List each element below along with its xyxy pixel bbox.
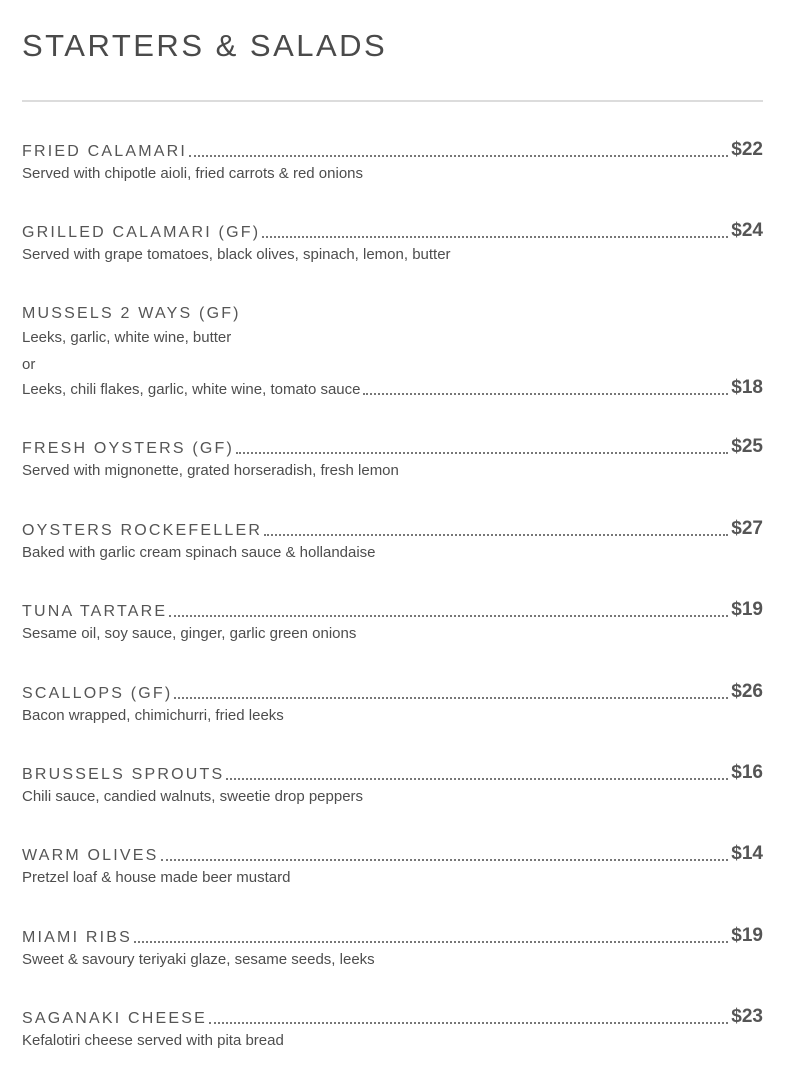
- menu-item-miami-ribs: [22, 924, 763, 971]
- item-name: GRILLED CALAMARI (GF): [22, 224, 261, 241]
- dot-leader: [174, 697, 728, 699]
- item-price: $19: [731, 925, 763, 946]
- item-price: $27: [731, 518, 763, 539]
- menu-item-scallops: [22, 680, 763, 727]
- dot-leader: [363, 393, 729, 395]
- item-name: SAGANAKI CHEESE: [22, 1010, 208, 1027]
- item-name: BRUSSELS SPROUTS: [22, 766, 225, 783]
- menu-item-mussels-2-ways: [22, 300, 763, 400]
- item-description-line: Leeks, chili flakes, garlic, white wine, tomato sauce: [22, 381, 361, 398]
- dot-leader: [189, 155, 728, 157]
- menu-item-saganaki-cheese: [22, 1005, 763, 1052]
- item-description: Served with chipotle aioli, fried carrots & red onions: [22, 165, 364, 182]
- menu-item-grilled-calamari: [22, 219, 763, 266]
- dot-leader: [209, 1022, 728, 1024]
- menu-item-brussels-sprouts: [22, 761, 763, 808]
- item-price: $18: [731, 377, 763, 398]
- item-name: FRESH OYSTERS (GF): [22, 440, 235, 457]
- item-description: Sesame oil, soy sauce, ginger, garlic green onions: [22, 625, 357, 642]
- item-description: Served with mignonette, grated horseradish, fresh lemon: [22, 462, 399, 479]
- menu-item-tuna-tartare: [22, 598, 763, 645]
- item-description: Bacon wrapped, chimichurri, fried leeks: [22, 707, 284, 724]
- item-description-line: Leeks, garlic, white wine, butter: [22, 329, 232, 346]
- item-name: SCALLOPS (GF): [22, 685, 173, 702]
- menu-item-fried-calamari: [22, 138, 763, 185]
- item-description: Sweet & savoury teriyaki glaze, sesame seeds, leeks: [22, 951, 375, 968]
- item-name: MIAMI RIBS: [22, 929, 133, 946]
- item-price: $22: [731, 139, 763, 160]
- item-name: OYSTERS ROCKEFELLER: [22, 522, 263, 539]
- dot-leader: [236, 452, 728, 454]
- item-price: $23: [731, 1006, 763, 1027]
- menu-item-oysters-rockefeller: [22, 517, 763, 564]
- dot-leader: [264, 534, 728, 536]
- menu-item-warm-olives: [22, 842, 763, 889]
- dot-leader: [226, 778, 728, 780]
- section-divider: [22, 100, 763, 102]
- item-description: Kefalotiri cheese served with pita bread: [22, 1032, 284, 1049]
- item-name: WARM OLIVES: [22, 847, 159, 864]
- item-description: Baked with garlic cream spinach sauce & hollandaise: [22, 544, 376, 561]
- item-description: Served with grape tomatoes, black olives, spinach, lemon, butter: [22, 246, 451, 263]
- item-price: $26: [731, 681, 763, 702]
- menu-item-fresh-oysters: [22, 435, 763, 482]
- item-price: $19: [731, 599, 763, 620]
- item-name: FRIED CALAMARI: [22, 143, 188, 160]
- item-description: Chili sauce, candied walnuts, sweetie drop peppers: [22, 788, 364, 805]
- item-price: $24: [731, 220, 763, 241]
- dot-leader: [134, 941, 728, 943]
- item-description: Pretzel loaf & house made beer mustard: [22, 869, 291, 886]
- item-price: $25: [731, 436, 763, 457]
- dot-leader: [169, 615, 728, 617]
- dot-leader: [161, 859, 729, 861]
- item-name: TUNA TARTARE: [22, 603, 168, 620]
- item-price: $14: [731, 843, 763, 864]
- item-description-line: or: [22, 356, 36, 373]
- item-name: MUSSELS 2 WAYS (GF): [22, 305, 241, 322]
- dot-leader: [262, 236, 728, 238]
- section-title: STARTERS & SALADS: [22, 28, 388, 63]
- item-price: $16: [731, 762, 763, 783]
